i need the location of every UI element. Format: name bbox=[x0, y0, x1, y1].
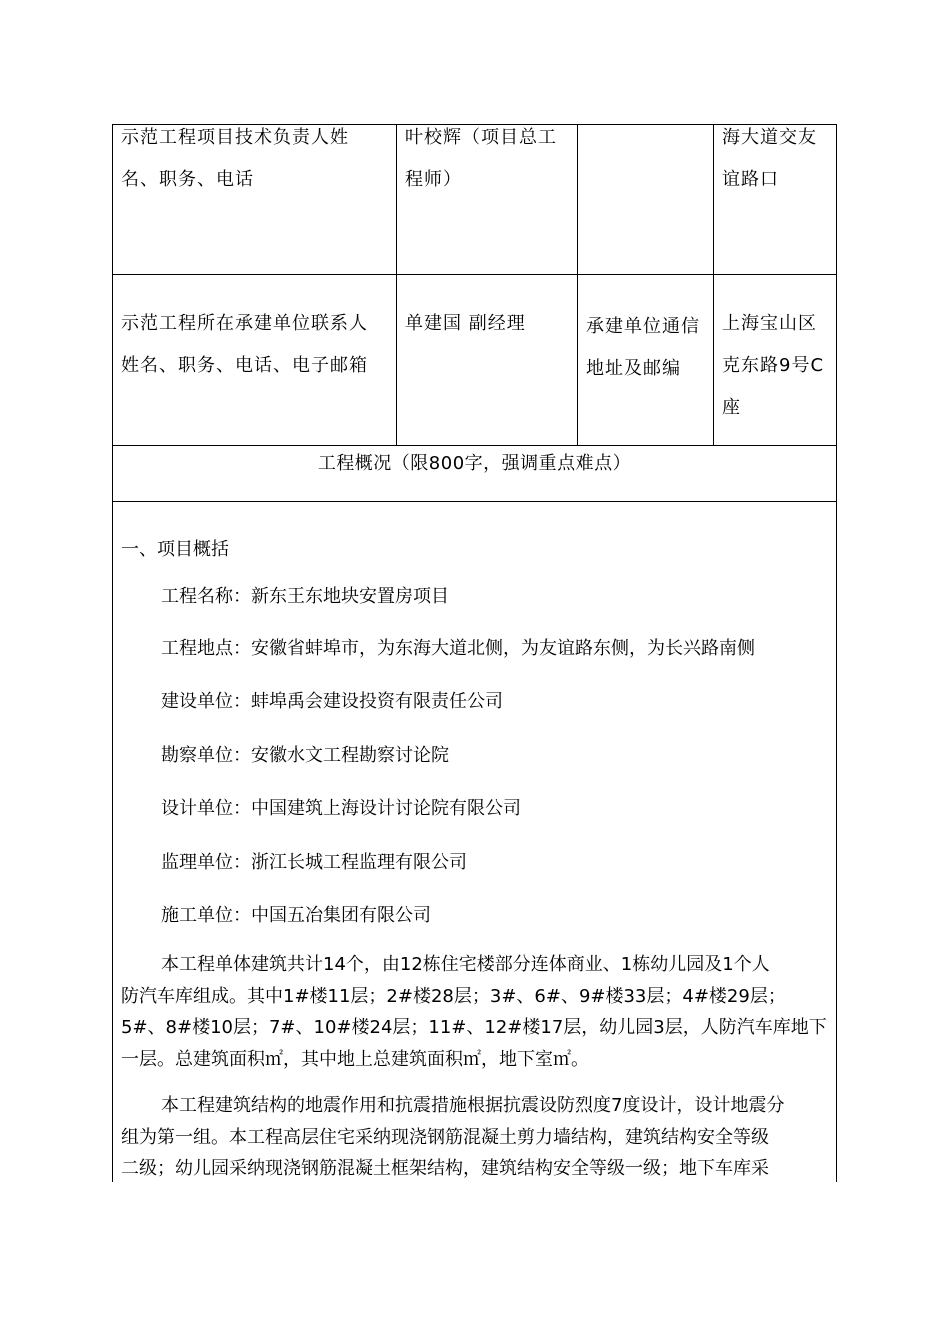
cell-line: 姓名、职务、电话、电子邮箱 bbox=[121, 355, 368, 376]
project-location: 工程地点：安徽省蚌埠市，为东海大道北侧，为友谊路东侧，为长兴路南侧 bbox=[161, 638, 755, 659]
cell-line: 示范工程项目技术负责人姓 bbox=[121, 127, 349, 148]
column-divider bbox=[577, 125, 578, 446]
row-divider bbox=[113, 501, 836, 502]
paragraph-line: 本工程单体建筑共计14个，由12栋住宅楼部分连体商业、1栋幼儿园及1个人 bbox=[161, 954, 770, 975]
cell-line: 程师） bbox=[405, 169, 462, 190]
contractor-contact-value bbox=[405, 303, 526, 345]
contractor-unit: 施工单位：中国五冶集团有限公司 bbox=[161, 905, 431, 926]
cell-line: 示范工程所在承建单位联系人 bbox=[121, 313, 368, 334]
paragraph-structure bbox=[121, 1090, 828, 1182]
paragraph-line: 本工程建筑结构的地震作用和抗震措施根据抗震设防烈度7度设计，设计地震分 bbox=[161, 1095, 785, 1116]
cell-line: 名、职务、电话 bbox=[121, 169, 254, 190]
cell-line: 海大道交友 bbox=[722, 127, 817, 148]
paragraph-line: 5#、8#楼10层；7#、10#楼24层；11#、12#楼17层，幼儿园3层，人防汽车库地下 bbox=[121, 1017, 827, 1038]
design-unit: 设计单位：中国建筑上海设计讨论院有限公司 bbox=[161, 798, 521, 819]
paragraph-buildings bbox=[121, 949, 828, 1075]
supervision-unit: 监理单位：浙江长城工程监理有限公司 bbox=[161, 852, 467, 873]
row-divider bbox=[113, 274, 836, 275]
paragraph-line: 组为第一组。本工程高层住宅采纳现浇钢筋混凝土剪力墙结构，建筑结构安全等级 bbox=[121, 1126, 769, 1148]
cell-line: 叶校辉（项目总工 bbox=[405, 127, 557, 148]
construction-unit: 建设单位：蚌埠禹会建设投资有限责任公司 bbox=[161, 691, 503, 712]
address-continued bbox=[722, 124, 817, 201]
project-name: 工程名称：新东王东地块安置房项目 bbox=[161, 586, 449, 607]
overview-title: 工程概况（限800字，强调重点难点） bbox=[317, 453, 632, 474]
contractor-address-label bbox=[586, 306, 700, 390]
column-divider bbox=[713, 125, 714, 446]
contractor-address-value bbox=[722, 303, 824, 429]
column-divider bbox=[396, 125, 397, 446]
paragraph-line: 二级；幼儿园采纳现浇钢筋混凝土框架结构，建筑结构安全等级一级；地下车库采 bbox=[121, 1158, 769, 1179]
cell-line: 座 bbox=[722, 397, 741, 418]
cell-line: 上海宝山区 bbox=[722, 313, 817, 334]
paragraph-line: 一层。总建筑面积㎡，其中地上总建筑面积㎡，地下室㎡。 bbox=[121, 1048, 589, 1070]
cell-line: 地址及邮编 bbox=[586, 358, 681, 379]
row-divider bbox=[113, 445, 836, 446]
tech-lead-label bbox=[121, 124, 349, 201]
contractor-contact-label bbox=[121, 303, 368, 387]
paragraph-line: 防汽车库组成。其中1#楼11层；2#楼28层；3#、6#、9#楼33层；4#楼29层； bbox=[121, 985, 786, 1007]
cell-line: 克东路9号C bbox=[722, 355, 825, 376]
overview-heading: 一、项目概括 bbox=[121, 539, 229, 560]
tech-lead-value bbox=[405, 124, 557, 201]
cell-line: 承建单位通信 bbox=[586, 316, 700, 337]
cell-line: 谊路口 bbox=[722, 169, 779, 190]
survey-unit: 勘察单位：安徽水文工程勘察讨论院 bbox=[161, 745, 449, 766]
cell-line: 单建国 副经理 bbox=[405, 313, 526, 334]
project-info-table bbox=[112, 124, 837, 1182]
